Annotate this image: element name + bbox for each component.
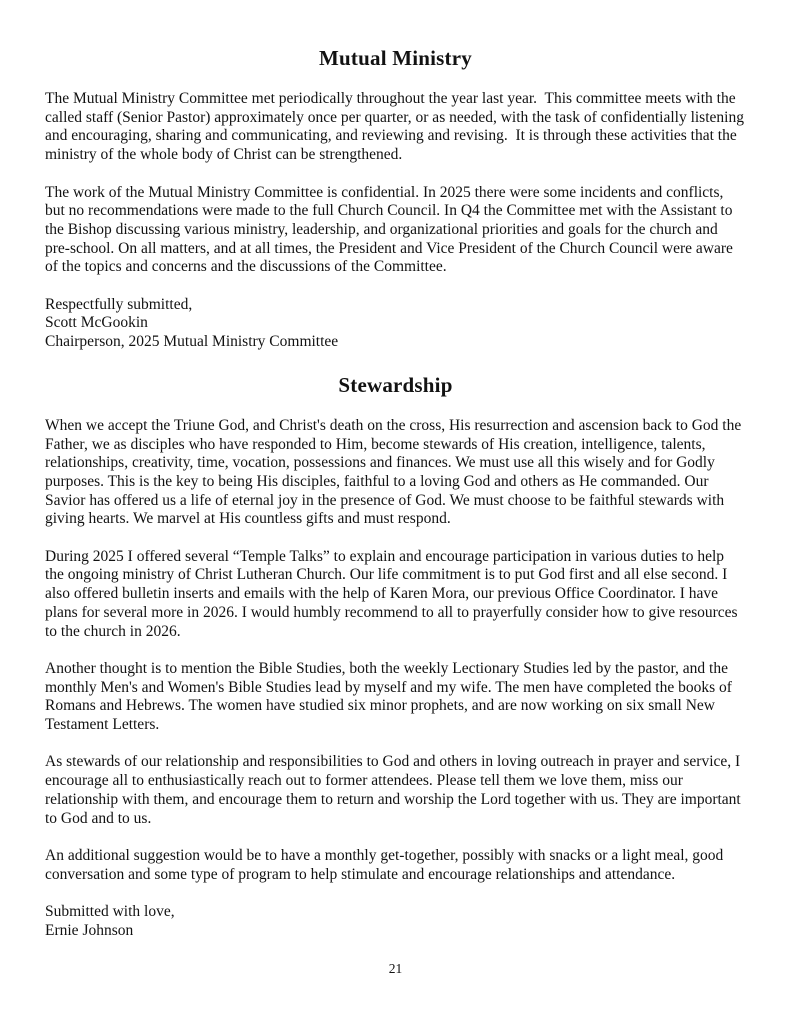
signature-block [45,903,746,940]
body-paragraph: As stewards of our relationship and responsibilities to God and others in loving outreach in prayer and service, I encourage all to enthusiastically reach out to former attendees. Please tell them we love them, miss our relationship with them, and encourage them to return and worship the Lord together with us. They are important to God and to us. [45,753,745,827]
body-paragraph: During 2025 I offered several “Temple Talks” to explain and encourage participation in various duties to help the ongoing ministry of Christ Lutheran Church. Our life commitment is to put God first and all else second. I also offered bulletin inserts and emails with the help of Karen Mora, our previous Office Coordinator. I have plans for several more in 2026. I would humbly recommend to all to prayerfully consider how to give resources to the church in 2026. [45,547,742,640]
page-number: 21 [388,961,403,976]
signature-line: Chairperson, 2025 Mutual Ministry Committee [45,333,339,351]
signature-line: Respectfully submitted, [45,295,193,313]
body-paragraph: Another thought is to mention the Bible Studies, both the weekly Lectionary Studies led by the pastor, and the monthly Men's and Women's Bible Studies lead by myself and my wife. The men have completed the books of Romans and Hebrews. The women have studied six minor prophets, and are now working on six small New Testament Letters. [45,659,736,734]
signature-line: Submitted with love, [45,903,175,921]
signature-line: Ernie Johnson [45,921,134,939]
section-title-mutual-ministry: Mutual Ministry [319,46,472,70]
section-stewardship [45,373,746,941]
body-paragraph: The Mutual Ministry Committee met periodically throughout the year last year. This committee meets with the called staff (Senior Pastor) approximately once per quarter, or as needed, with the task of confidentially listening and encouraging, sharing and communicating, and reviewing and revising. It is through these activities that the ministry of the whole body of Christ can be strengthened. [45,90,748,164]
section-title-stewardship: Stewardship [338,372,453,397]
signature-line: Scott McGookin [45,314,148,332]
body-paragraph: The work of the Mutual Ministry Committee is confidential. In 2025 there were some incidents and conflicts, but no recommendations were made to the full Church Council. In Q4 the Committee met with the Assistant to the Bishop discussing various ministry, leadership, and organizational priorities and goals for the church and pre-school. On all matters, and at all times, the President and Vice President of the Church Council were aware of the topics and concerns and the discussions of the Committee. [45,183,737,276]
body-paragraph: An additional suggestion would be to have a monthly get-together, possibly with snacks or a light meal, good conversation and some type of program to help stimulate and encourage relationships and attendance. [45,846,728,883]
section-mutual-ministry [45,46,746,352]
body-paragraph: When we accept the Triune God, and Christ's death on the cross, His resurrection and ascension back to God the Father, we as disciples who have responded to Him, become stewards of His creation, intelligence, talents, relationships, creativity, time, vocation, possessions and finances. We must use all this wisely and for Godly purposes. This is the key to being His disciples, faithful to a loving God and others as He commanded. Our Savior has offered us a life of eternal joy in the presence of God. We must choose to be faithful stewards with giving hearts. We marvel at His countless gifts and must respond. [45,416,746,528]
signature-block [45,296,746,352]
